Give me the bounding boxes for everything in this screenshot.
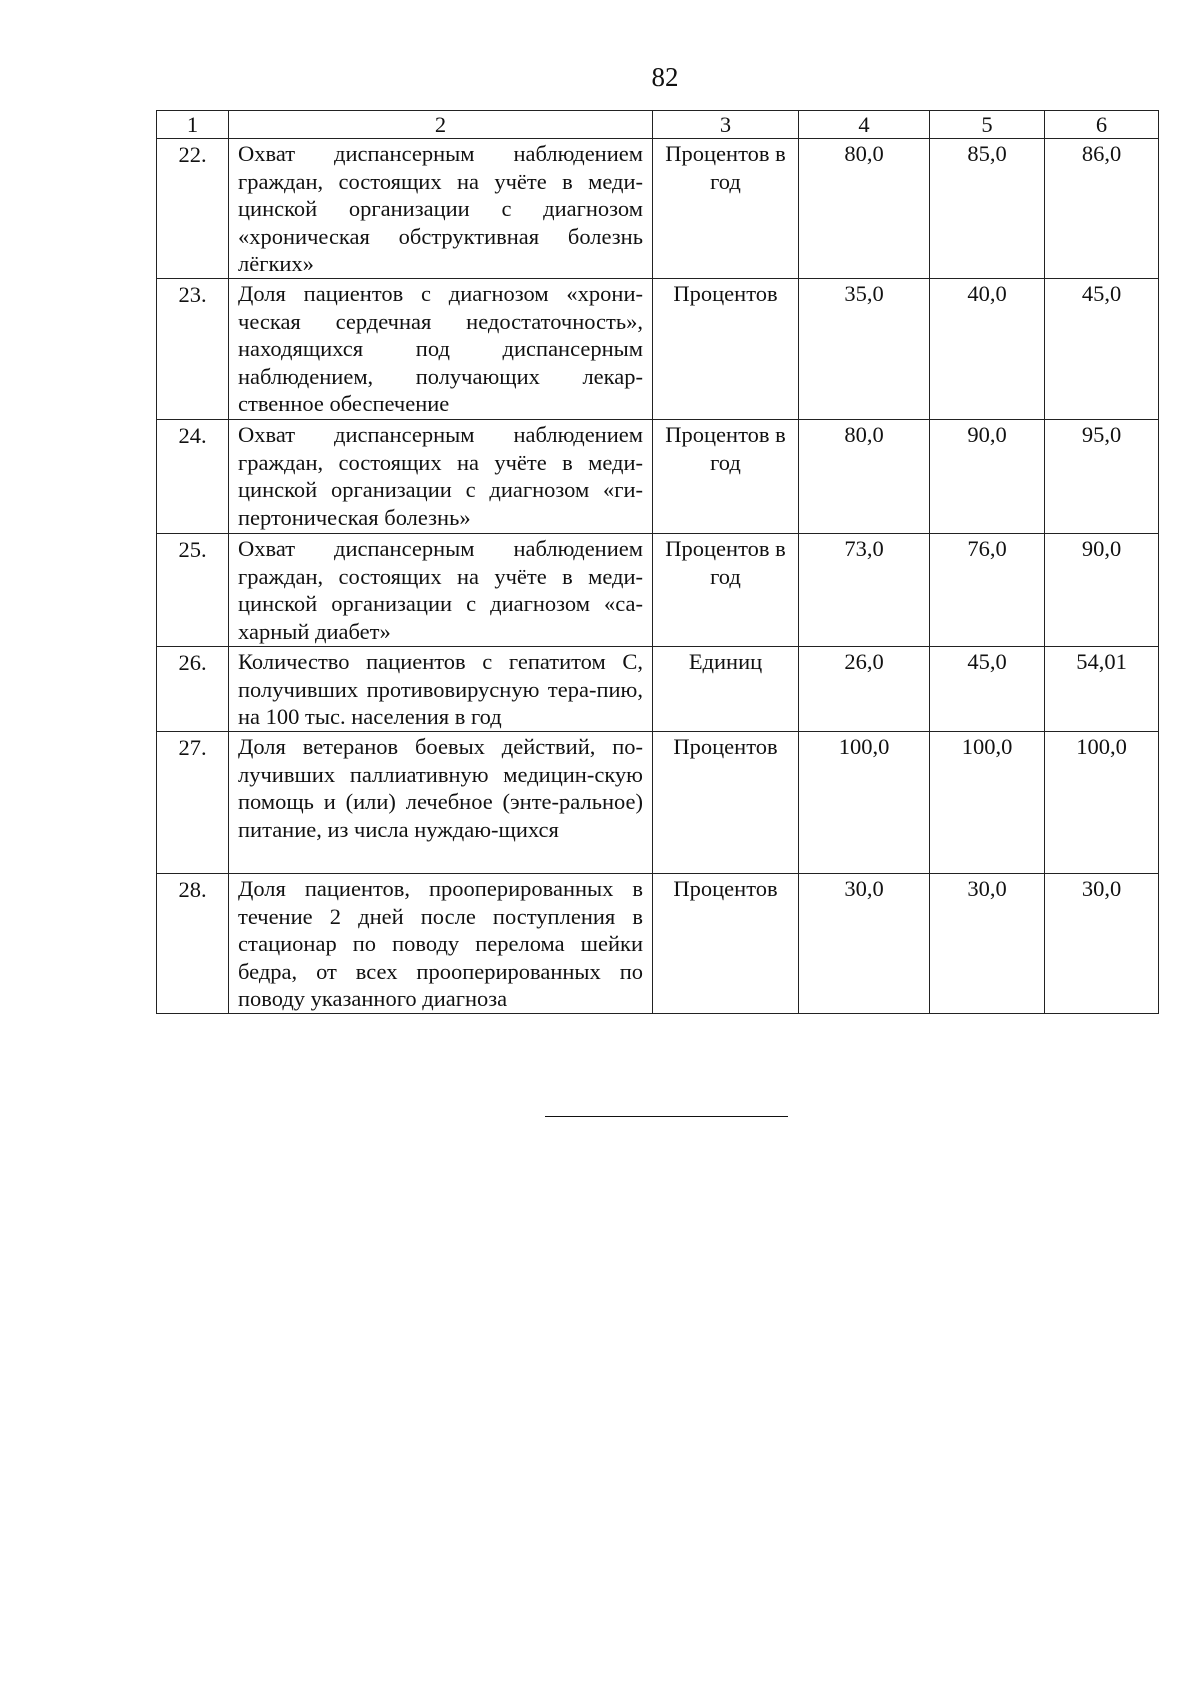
- value-col-4: 80,0: [799, 139, 930, 279]
- value-col-6: 95,0: [1045, 420, 1159, 534]
- value-col-5: 30,0: [930, 874, 1045, 1014]
- header-cell: 6: [1045, 111, 1159, 139]
- page-number: 82: [651, 62, 679, 92]
- table-row: [157, 732, 1159, 874]
- row-number: 26.: [157, 647, 229, 732]
- header-cell: 3: [653, 111, 799, 139]
- closing-rule: [545, 1116, 788, 1117]
- row-number: 24.: [157, 420, 229, 534]
- unit-of-measure: Процентов: [653, 279, 799, 420]
- indicator-description: Доля пациентов, прооперированных в течение 2 дней после поступления в стационар по поводу перелома шейки бедра, от всех прооперированных по поводу указанного диагноза: [229, 874, 653, 1014]
- table-row: [157, 534, 1159, 647]
- indicator-description: Охват диспансерным наблюдением граждан, состоящих на учёте в меди-цинской организации с диагнозом «са-харный диабет»: [229, 534, 653, 647]
- row-number: 25.: [157, 534, 229, 647]
- value-col-5: 40,0: [930, 279, 1045, 420]
- value-col-4: 100,0: [799, 732, 930, 874]
- table-row: [157, 279, 1159, 420]
- value-col-4: 35,0: [799, 279, 930, 420]
- table-row: [157, 647, 1159, 732]
- unit-of-measure: Процентов в год: [653, 139, 799, 279]
- value-col-6: 30,0: [1045, 874, 1159, 1014]
- unit-of-measure: Процентов: [653, 874, 799, 1014]
- header-cell: 2: [229, 111, 653, 139]
- indicator-description: Доля пациентов с диагнозом «хрони-ческая сердечная недостаточность», находящихся под диспансерным наблюдением, получающих лекар-ственное обеспечение: [229, 279, 653, 420]
- indicator-description: Количество пациентов с гепатитом С, получивших противовирусную тера-пию, на 100 тыс. населения в год: [229, 647, 653, 732]
- row-number: 27.: [157, 732, 229, 874]
- value-col-5: 90,0: [930, 420, 1045, 534]
- value-col-6: 86,0: [1045, 139, 1159, 279]
- unit-of-measure: Процентов в год: [653, 420, 799, 534]
- row-number: 22.: [157, 139, 229, 279]
- value-col-6: 45,0: [1045, 279, 1159, 420]
- indicator-description: Охват диспансерным наблюдением граждан, состоящих на учёте в меди-цинской организации с диагнозом «хроническая обструктивная болезнь лёгких»: [229, 139, 653, 279]
- value-col-5: 100,0: [930, 732, 1045, 874]
- value-col-4: 80,0: [799, 420, 930, 534]
- unit-of-measure: Процентов в год: [653, 534, 799, 647]
- indicator-description: Охват диспансерным наблюдением граждан, состоящих на учёте в меди-цинской организации с диагнозом «ги-пертоническая болезнь»: [229, 420, 653, 534]
- table-header-row: [157, 111, 1159, 139]
- table-row: [157, 420, 1159, 534]
- indicators-table: [156, 110, 1159, 1014]
- value-col-4: 73,0: [799, 534, 930, 647]
- unit-of-measure: Единиц: [653, 647, 799, 732]
- value-col-6: 100,0: [1045, 732, 1159, 874]
- header-cell: 5: [930, 111, 1045, 139]
- value-col-5: 85,0: [930, 139, 1045, 279]
- value-col-4: 26,0: [799, 647, 930, 732]
- indicator-description: Доля ветеранов боевых действий, по-лучивших паллиативную медицин-скую помощь и (или) лечебное (энте-ральное) питание, из числа нуждаю-щихся: [229, 732, 653, 874]
- row-number: 28.: [157, 874, 229, 1014]
- row-number: 23.: [157, 279, 229, 420]
- value-col-6: 90,0: [1045, 534, 1159, 647]
- table-row: [157, 139, 1159, 279]
- value-col-4: 30,0: [799, 874, 930, 1014]
- header-cell: 4: [799, 111, 930, 139]
- value-col-5: 76,0: [930, 534, 1045, 647]
- value-col-5: 45,0: [930, 647, 1045, 732]
- value-col-6: 54,01: [1045, 647, 1159, 732]
- unit-of-measure: Процентов: [653, 732, 799, 874]
- table-row: [157, 874, 1159, 1014]
- header-cell: 1: [157, 111, 229, 139]
